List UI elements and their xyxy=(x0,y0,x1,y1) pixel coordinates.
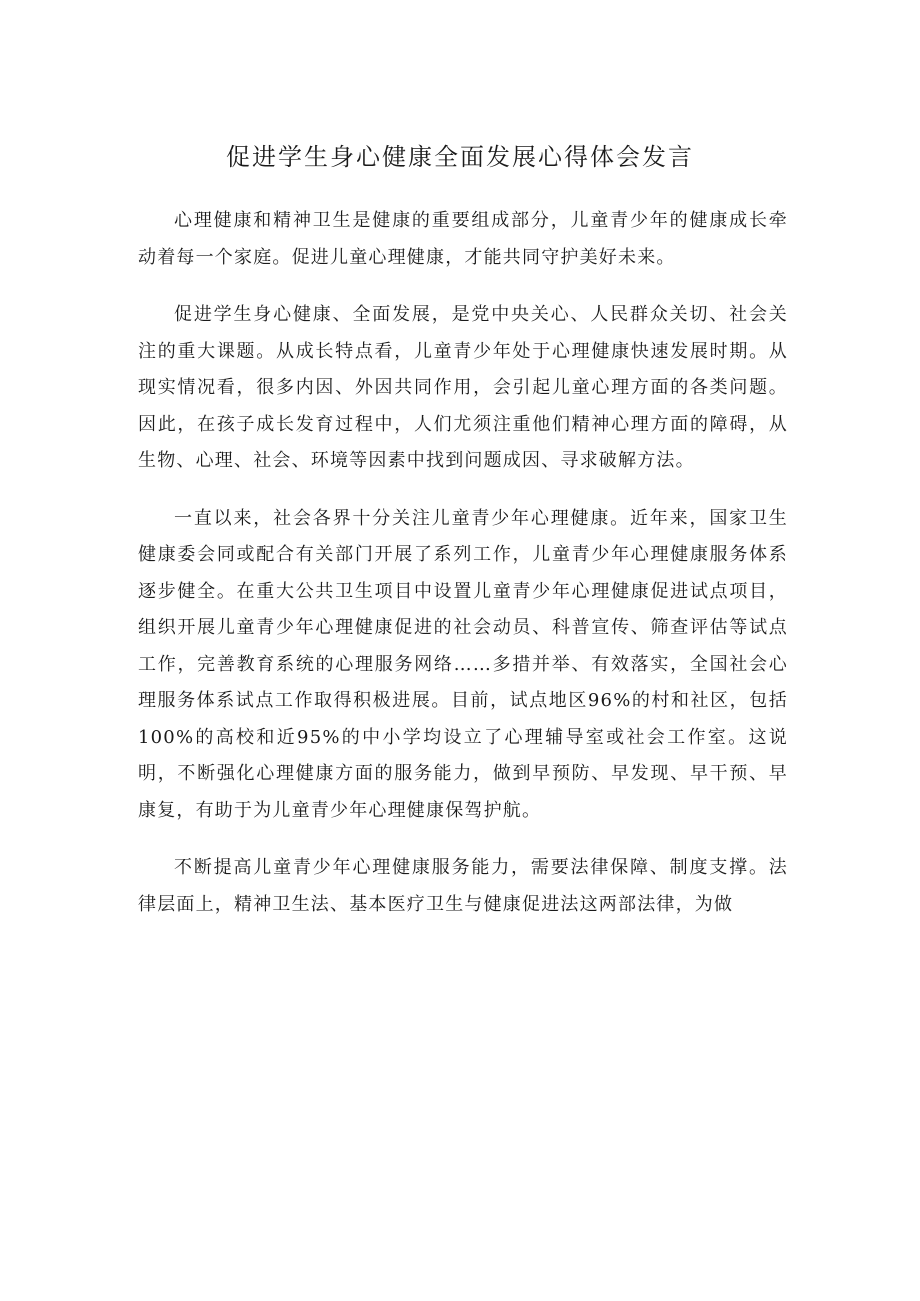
document-title: 促进学生身心健康全面发展心得体会发言 xyxy=(226,143,694,171)
document-body xyxy=(138,203,788,944)
paragraph-2: 促进学生身心健康、全面发展，是党中央关心、人民群众关切、社会关注的重大课题。从成长特点看，儿童青少年处于心理健康快速发展时期。从现实情况看，很多内因、外因共同作用，会引起儿童心理方面的各类问题。因此，在孩子成长发育过程中，人们尤须注重他们精神心理方面的障碍，从生物、心理、社会、环境等因素中找到问题成因、寻求破解方法。 xyxy=(138,304,788,471)
paragraph-3: 一直以来，社会各界十分关注儿童青少年心理健康。近年来，国家卫生健康委会同或配合有关部门开展了系列工作，儿童青少年心理健康服务体系逐步健全。在重大公共卫生项目中设置儿童青少年心理健康促进试点项目，组织开展儿童青少年心理健康促进的社会动员、科普宣传、筛查评估等试点工作，完善教育系统的心理服务网络……多措并举、有效落实，全国社会心理服务体系试点工作取得积极进展。目前，试点地区96%的村和社区，包括100%的高校和近95%的中小学均设立了心理辅导室或社会工作室。这说明，不断强化心理健康方面的服务能力，做到早预防、早发现、早干预、早康复，有助于为儿童青少年心理健康保驾护航。 xyxy=(138,507,788,821)
paragraph-1: 心理健康和精神卫生是健康的重要组成部分，儿童青少年的健康成长牵动着每一个家庭。促进儿童心理健康，才能共同守护美好未来。 xyxy=(138,210,788,268)
paragraph-4: 不断提高儿童青少年心理健康服务能力，需要法律保障、制度支撑。法律层面上，精神卫生法、基本医疗卫生与健康促进法这两部法律，为做 xyxy=(138,857,788,915)
